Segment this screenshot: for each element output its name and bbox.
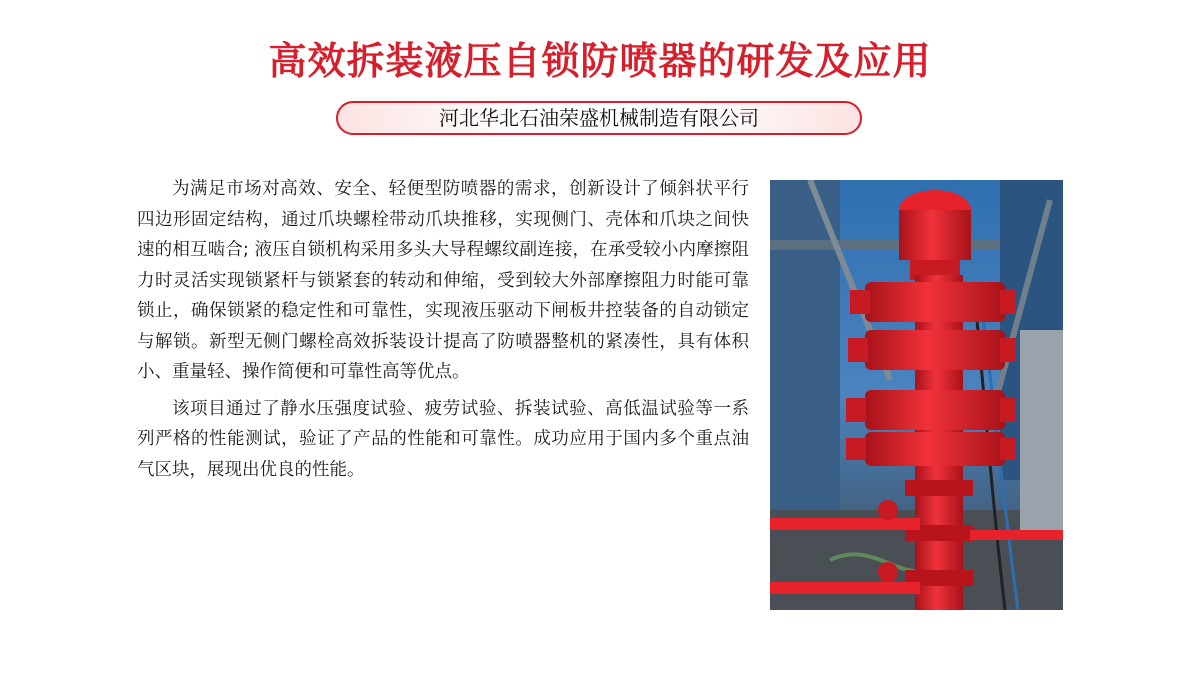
blowout-preventer-photo (770, 180, 1063, 610)
article-body (137, 174, 749, 491)
company-banner: 河北华北石油荣盛机械制造有限公司 (336, 101, 862, 135)
paragraph-1: 为满足市场对高效、安全、轻便型防喷器的需求，创新设计了倾斜状平行四边形固定结构，通过爪块螺栓带动爪块推移，实现侧门、壳体和爪块之间快速的相互啮合; 液压自锁机构采用多头大导程螺纹副连接，在承受较小内摩擦阻力时灵活实现锁紧杆与锁紧套的转动和伸缩，受到较大外部摩擦阻力时能可靠锁止，确保锁紧的稳定性和可靠性，实现液压驱动下闸板井控装备的自动锁定与解锁。新型无侧门螺栓高效拆装设计提高了防喷器整机的紧凑性，具有体积小、重量轻、操作简便和可靠性高等优点。 (137, 179, 749, 382)
page-title: 高效拆装液压自锁防喷器的研发及应用 (268, 39, 932, 83)
blowout-preventer-illustration (770, 180, 1063, 610)
paragraph-2: 该项目通过了静水压强度试验、疲劳试验、拆装试验、高低温试验等一系列严格的性能测试，验证了产品的性能和可靠性。成功应用于国内多个重点油气区块，展现出优良的性能。 (137, 398, 749, 480)
